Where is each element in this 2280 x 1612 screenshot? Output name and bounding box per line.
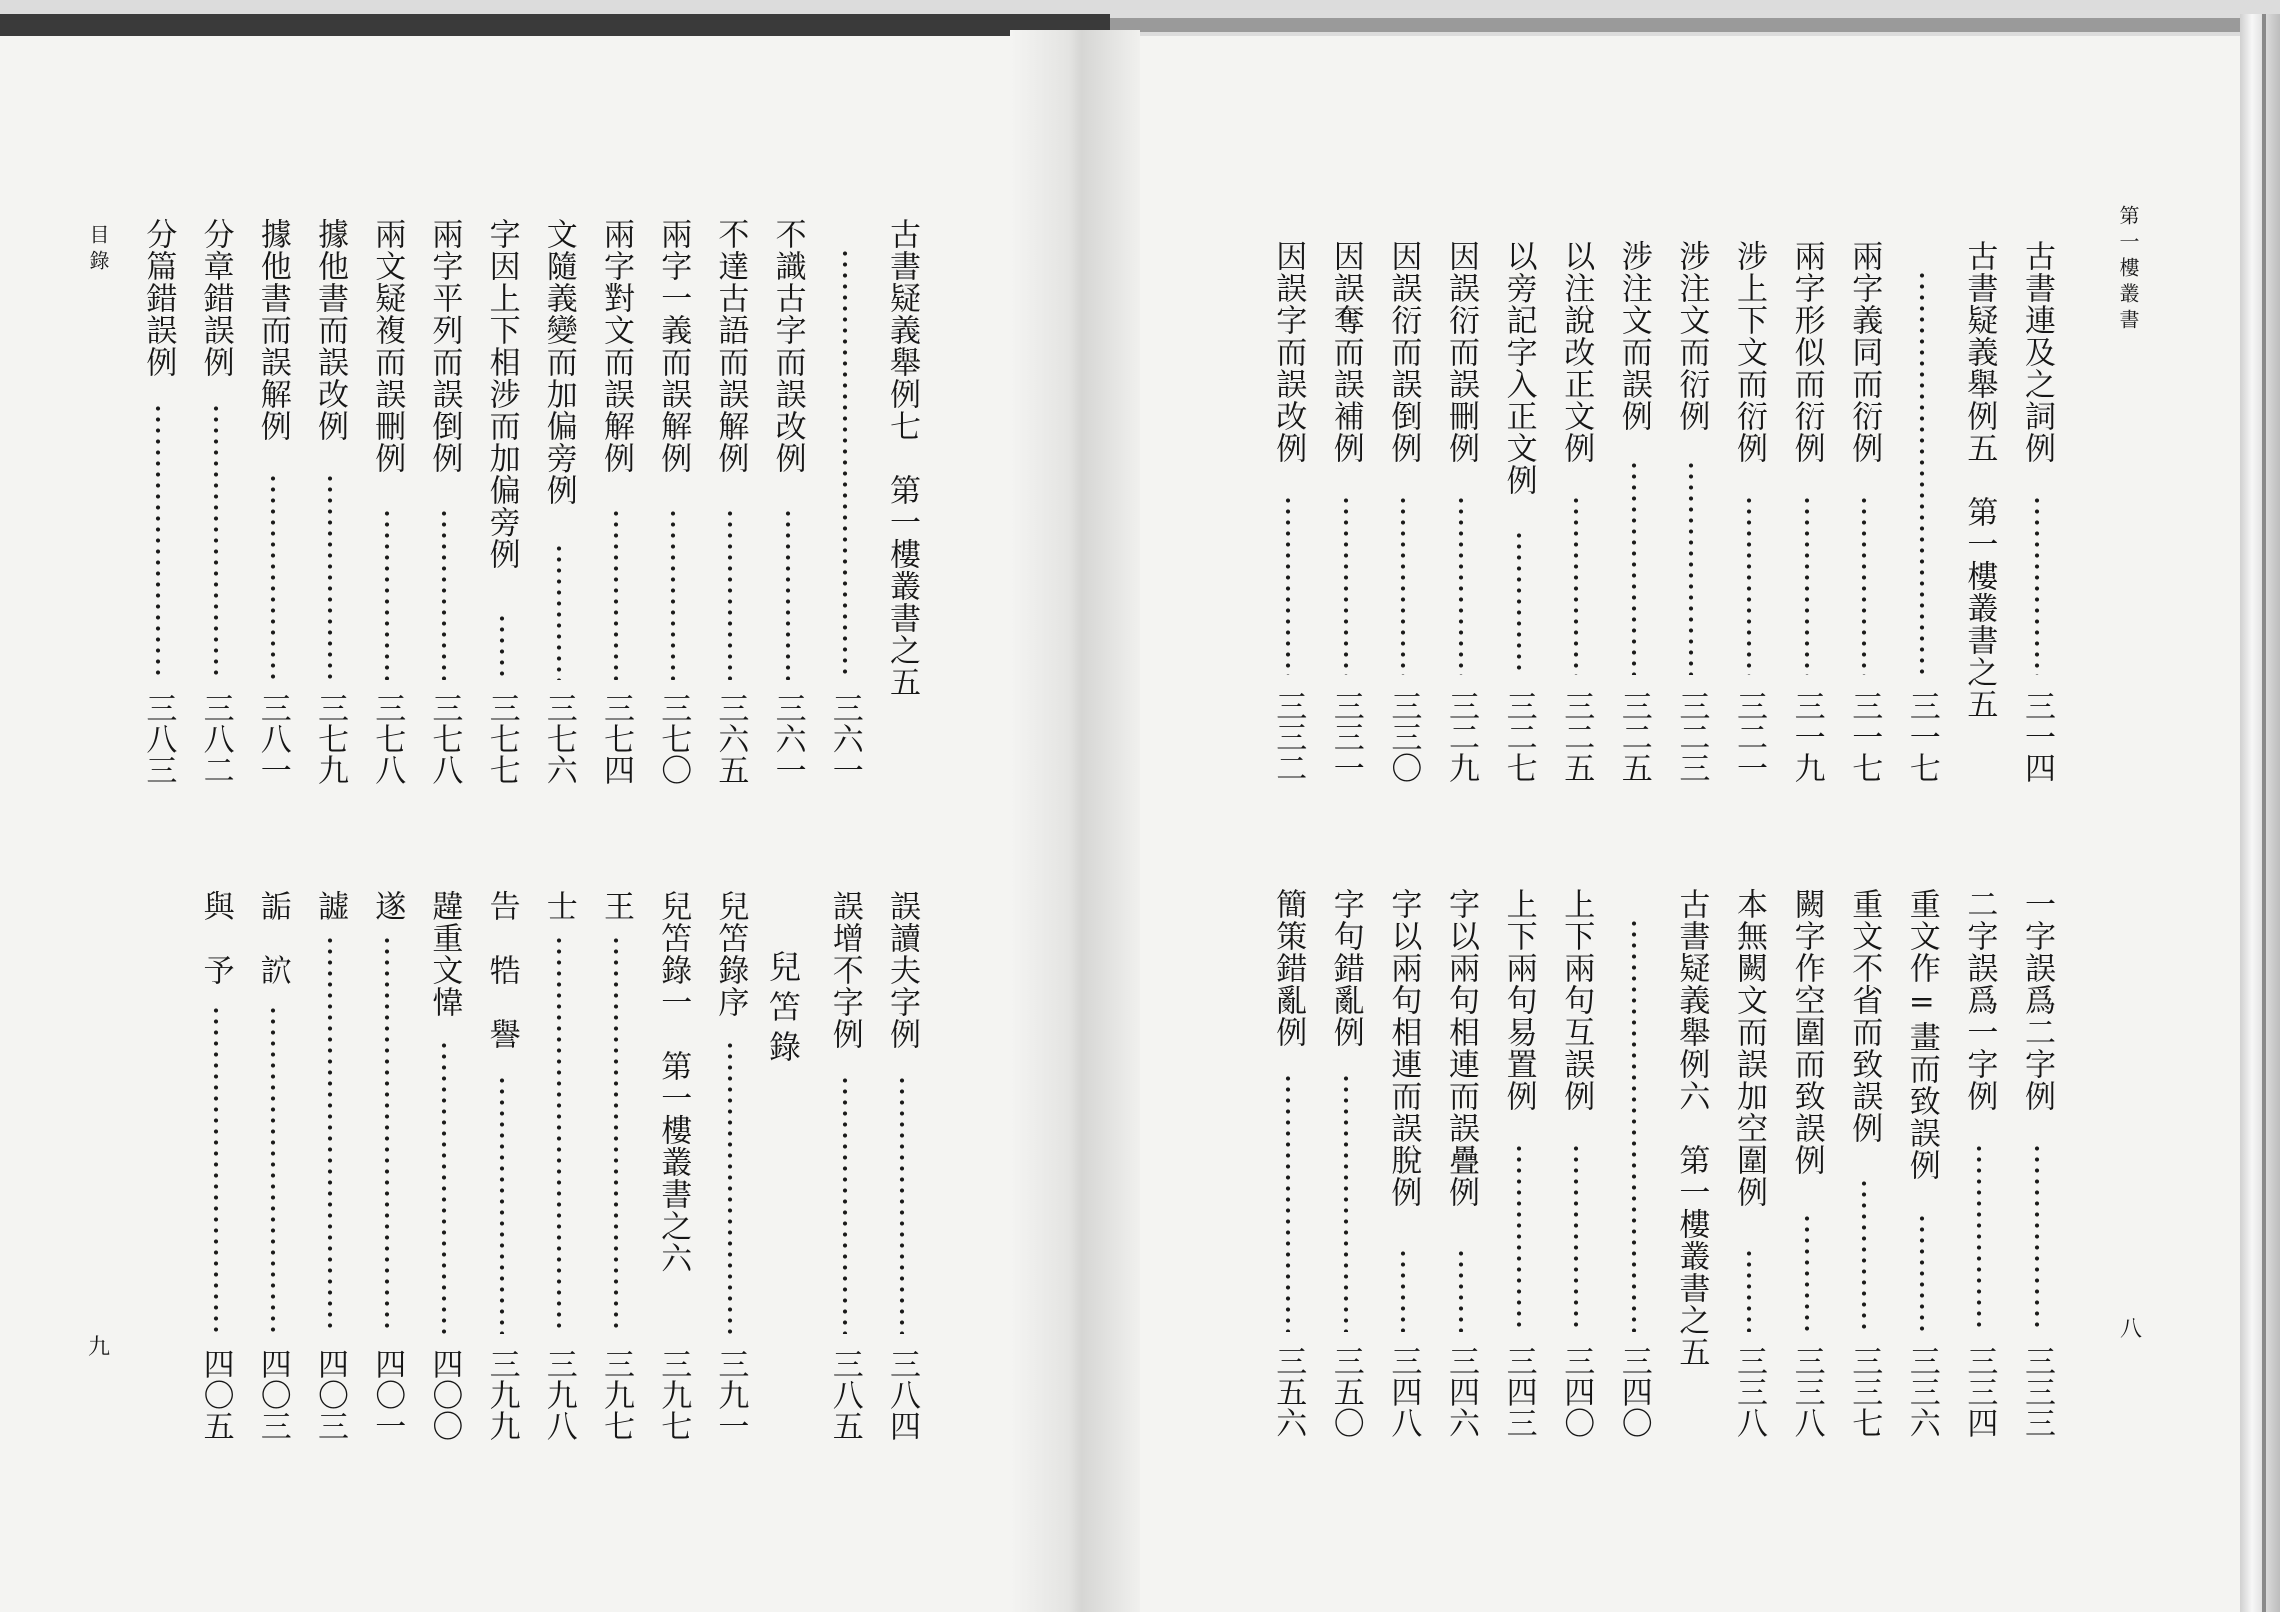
entry-title: 涉上下文而衍例 (1731, 240, 1767, 464)
page-number: 三二九 (1443, 690, 1479, 783)
leader-dots (365, 508, 409, 680)
entry-title: 士 (540, 890, 577, 922)
folio-left: 九 (88, 1335, 111, 1360)
leader-dots (1612, 460, 1656, 675)
leader-dots (308, 935, 352, 1334)
entry-title: 因誤衍而誤倒例 (1385, 240, 1422, 464)
page-number: 三四三 (1500, 1345, 1537, 1438)
page-number: 三三六 (1903, 1345, 1940, 1438)
page-number: 三二五 (1615, 690, 1652, 783)
entry-title: 兩字形似而衍例 (1788, 240, 1825, 464)
page-number: 三三八 (1788, 1345, 1825, 1438)
page-number: 三二一 (1731, 690, 1767, 783)
leader-dots (1842, 495, 1886, 675)
entry-title: 本無闕文而誤加空圍例 (1731, 888, 1767, 1208)
page-number: 四〇三 (312, 1348, 348, 1441)
entry-title: 告 牿 譽 (483, 890, 520, 1050)
page-number: 三七九 (312, 692, 348, 785)
leader-dots (1324, 495, 1368, 675)
entry-title: 兩字對文而誤解例 (598, 218, 634, 474)
entry-title: 誤增不字例 (826, 890, 863, 1050)
entry-title: 字以兩句相連而誤脫例 (1385, 888, 1422, 1208)
entry-title: 以注說改正文例 (1558, 240, 1595, 464)
book-gutter (1010, 30, 1140, 1612)
running-head-left: 目錄 (86, 224, 110, 276)
page-number: 三七〇 (655, 692, 692, 785)
entry-title: 據他書而誤解例 (254, 218, 291, 442)
leader-dots (1957, 1143, 2001, 1332)
entry-title: 不識古字而誤改例 (769, 218, 806, 474)
entry-title: 兩字平列而誤倒例 (426, 218, 463, 474)
entry-title: 兩文疑複而誤刪例 (369, 218, 406, 474)
entry-title: 因誤奪而誤補例 (1327, 240, 1364, 464)
leader-dots (308, 473, 352, 680)
entry-title: 韙重文愇 (426, 890, 463, 1018)
leader-dots (1439, 495, 1483, 675)
leader-dots (2015, 1143, 2059, 1332)
page-number: 三三一 (1327, 690, 1364, 783)
leader-dots (537, 935, 581, 1334)
leader-dots (880, 1075, 924, 1334)
scanner-shadow (0, 14, 1110, 36)
page-number: 三八四 (884, 1348, 920, 1441)
page-number: 四〇五 (197, 1348, 234, 1441)
leader-dots (1900, 1213, 1944, 1332)
entry-title: 重文作=畫而致誤例 (1903, 888, 1940, 1181)
book-edge (2240, 14, 2280, 1612)
page-number: 三七八 (369, 692, 406, 785)
leader-dots (1381, 495, 1425, 675)
entry-title: 古書疑義舉例五 第一樓叢書之五 (1961, 240, 1998, 720)
entry-title: 譃 (312, 890, 348, 922)
leader-dots (1266, 1073, 1310, 1332)
running-head-right: 第一樓叢書 (2116, 205, 2140, 335)
leader-dots (251, 473, 295, 680)
page-number: 三七六 (540, 692, 577, 785)
page-number: 三九九 (483, 1348, 520, 1441)
leader-dots (480, 613, 524, 680)
leader-dots (594, 508, 638, 680)
entry-title: 上下兩句易置例 (1500, 888, 1537, 1112)
entry-title: 重文不省而致誤例 (1846, 888, 1883, 1144)
leader-dots (1669, 460, 1713, 675)
entry-title: 以旁記字入正文例 (1500, 240, 1537, 496)
leader-dots (422, 508, 466, 680)
scanner-top-edge (0, 0, 2280, 36)
entry-title: 字以兩句相連而誤疊例 (1443, 888, 1479, 1208)
leader-dots (594, 935, 638, 1334)
page-number: 三八三 (140, 692, 177, 785)
book-edge-line (2262, 14, 2266, 1612)
leader-dots (1554, 495, 1598, 675)
leader-dots (1439, 1248, 1483, 1332)
page-number: 三九一 (712, 1348, 749, 1441)
entry-title: 分篇錯誤例 (140, 218, 177, 378)
page-number: 三三三 (2019, 1345, 2055, 1438)
page-number: 三五〇 (1327, 1345, 1364, 1438)
page-number: 三三七 (1846, 1345, 1883, 1438)
entry-title: 字句錯亂例 (1327, 888, 1364, 1048)
page-number: 三四八 (1385, 1345, 1422, 1438)
entry-title: 涉注文而衍例 (1673, 240, 1710, 432)
entry-title: 分章錯誤例 (197, 218, 234, 378)
leader-dots (1497, 530, 1541, 675)
scanner-shadow (1110, 18, 2280, 32)
page-number: 三四六 (1443, 1345, 1479, 1438)
section-title: 兒笘錄 (764, 950, 802, 1070)
leader-dots (823, 1075, 867, 1334)
leader-dots (823, 248, 867, 680)
page-number: 三二三 (1673, 690, 1710, 783)
entry-title: 二字誤爲一字例 (1961, 888, 1998, 1112)
leader-dots (1266, 495, 1310, 675)
entry-title: 簡策錯亂例 (1270, 888, 1307, 1048)
page-number: 三三四 (1961, 1345, 1998, 1438)
page-number: 三一九 (1788, 690, 1825, 783)
page-number: 四〇〇 (426, 1348, 463, 1441)
entry-title: 一字誤爲二字例 (2019, 888, 2055, 1112)
page-number: 三一七 (1903, 690, 1940, 783)
leader-dots (1842, 1178, 1886, 1332)
leader-dots (136, 403, 180, 680)
page-number: 三四〇 (1615, 1345, 1652, 1438)
entry-title: 兩字一義而誤解例 (655, 218, 692, 474)
page-number: 三九七 (655, 1348, 692, 1441)
folio-right: 八 (2120, 1317, 2143, 1342)
page-number: 三五六 (1270, 1345, 1307, 1438)
leader-dots (708, 508, 752, 680)
page-number: 三三二 (1270, 690, 1307, 783)
leader-dots (365, 935, 409, 1334)
entry-title: 誤讀夫字例 (884, 890, 920, 1050)
entry-title: 闕字作空圍而致誤例 (1788, 888, 1825, 1176)
page-number: 三八五 (826, 1348, 863, 1441)
page-number: 三二五 (1558, 690, 1595, 783)
page-number: 三三八 (1731, 1345, 1767, 1438)
entry-title: 上下兩句互誤例 (1558, 888, 1595, 1112)
entry-title: 不達古語而誤解例 (712, 218, 749, 474)
page-number: 三一四 (2019, 690, 2055, 783)
leader-dots (1900, 270, 1944, 675)
page-number: 四〇三 (254, 1348, 291, 1441)
entry-title: 據他書而誤改例 (312, 218, 348, 442)
page-number: 四〇一 (369, 1348, 406, 1441)
page-number: 三六一 (769, 692, 806, 785)
leader-dots (194, 1005, 238, 1334)
entry-title: 古書疑義舉例七 第一樓叢書之五 (884, 218, 920, 698)
page-number: 三二七 (1500, 690, 1537, 783)
entry-title: 文隨義變而加偏旁例 (540, 218, 577, 506)
leader-dots (651, 508, 695, 680)
leader-dots (537, 543, 581, 680)
leader-dots (1612, 918, 1656, 1332)
entry-title: 兒笘錄一 第一樓叢書之六 (655, 890, 692, 1274)
entry-title: 古書連及之詞例 (2019, 240, 2055, 464)
entry-title: 王 (598, 890, 634, 922)
entry-title: 兒笘錄序 (712, 890, 749, 1018)
entry-title: 與 予 (197, 890, 234, 986)
leader-dots (1727, 1248, 1771, 1332)
page-number: 三六一 (826, 692, 863, 785)
leader-dots (1497, 1143, 1541, 1332)
leader-dots (1727, 495, 1771, 675)
entry-title: 因誤衍而誤刪例 (1443, 240, 1479, 464)
leader-dots (1554, 1143, 1598, 1332)
page-number: 三三〇 (1385, 690, 1422, 783)
page-number: 三七七 (483, 692, 520, 785)
page-number: 三九七 (598, 1348, 634, 1441)
page-number: 三八二 (197, 692, 234, 785)
page-number: 三八一 (254, 692, 291, 785)
page-number: 三九八 (540, 1348, 577, 1441)
page-number: 三七四 (598, 692, 634, 785)
entry-title: 字因上下相涉而加偏旁例 (483, 218, 520, 570)
leader-dots (1785, 495, 1829, 675)
leader-dots (766, 508, 810, 680)
entry-title: 遂 (369, 890, 406, 922)
page-number: 三六五 (712, 692, 749, 785)
page-number: 三七八 (426, 692, 463, 785)
entry-title: 詬 䛎 (254, 890, 291, 986)
leader-dots (194, 403, 238, 680)
leader-dots (1381, 1248, 1425, 1332)
leader-dots (1324, 1073, 1368, 1332)
entry-title: 古書疑義舉例六 第一樓叢書之五 (1673, 888, 1710, 1368)
leader-dots (708, 1040, 752, 1334)
leader-dots (251, 1005, 295, 1334)
page-number: 三四〇 (1558, 1345, 1595, 1438)
leader-dots (1785, 1213, 1829, 1332)
page-number: 三一七 (1846, 690, 1883, 783)
entry-title: 兩字義同而衍例 (1846, 240, 1883, 464)
entry-title: 因誤字而誤改例 (1270, 240, 1307, 464)
leader-dots (480, 1075, 524, 1334)
entry-title: 涉注文而誤例 (1615, 240, 1652, 432)
leader-dots (2015, 495, 2059, 675)
leader-dots (422, 1040, 466, 1334)
